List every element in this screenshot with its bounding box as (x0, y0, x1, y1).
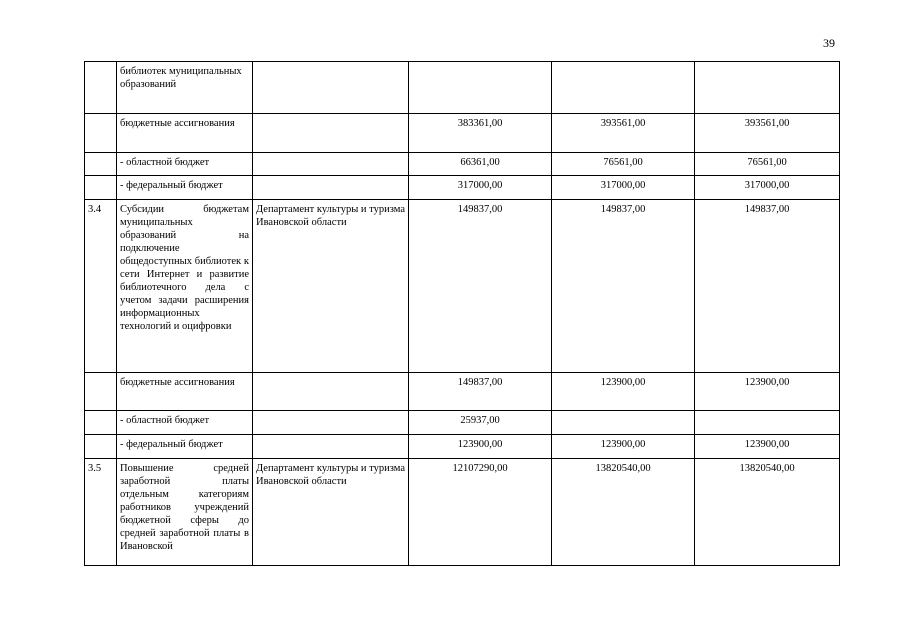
cell-value-1 (409, 62, 552, 114)
cell-value-1: 149837,00 (409, 200, 552, 373)
cell-value-2 (552, 411, 695, 435)
cell-department (253, 435, 409, 459)
budget-table (84, 61, 840, 566)
cell-number (85, 373, 117, 411)
cell-value-3: 13820540,00 (695, 459, 840, 566)
cell-value-1: 149837,00 (409, 373, 552, 411)
cell-name: библиотек муниципальных образований (117, 62, 253, 114)
cell-number (85, 153, 117, 176)
cell-value-1: 383361,00 (409, 114, 552, 153)
table-row (85, 373, 840, 411)
cell-number (85, 435, 117, 459)
cell-department (253, 153, 409, 176)
cell-value-1: 12107290,00 (409, 459, 552, 566)
cell-number: 3.4 (85, 200, 117, 373)
cell-number: 3.5 (85, 459, 117, 566)
table-row (85, 114, 840, 153)
cell-number (85, 62, 117, 114)
cell-value-2: 123900,00 (552, 435, 695, 459)
cell-value-2: 393561,00 (552, 114, 695, 153)
cell-value-1: 317000,00 (409, 176, 552, 200)
table-row (85, 176, 840, 200)
cell-value-3 (695, 411, 840, 435)
cell-value-3: 393561,00 (695, 114, 840, 153)
cell-department (253, 411, 409, 435)
cell-name: Субсидии бюджетам муниципальных образований на подключение общедоступных библиотек к сети Интернет и развитие библиотечного дела с учетом задачи расширения информационных технологий и оцифровки (117, 200, 253, 373)
table-row (85, 153, 840, 176)
cell-value-3: 317000,00 (695, 176, 840, 200)
cell-number (85, 176, 117, 200)
cell-name: - федеральный бюджет (117, 435, 253, 459)
table-row (85, 200, 840, 373)
table-row (85, 411, 840, 435)
cell-value-2: 123900,00 (552, 373, 695, 411)
cell-name: Повышение средней заработной платы отдельным категориям работников учреждений бюджетной сферы до средней заработной платы в Ивановской (117, 459, 253, 566)
cell-value-3 (695, 62, 840, 114)
cell-value-1: 123900,00 (409, 435, 552, 459)
cell-value-2: 149837,00 (552, 200, 695, 373)
cell-value-2: 317000,00 (552, 176, 695, 200)
cell-name: бюджетные ассигнования (117, 373, 253, 411)
cell-value-3: 76561,00 (695, 153, 840, 176)
table-row (85, 435, 840, 459)
cell-value-2: 76561,00 (552, 153, 695, 176)
cell-name: - областной бюджет (117, 153, 253, 176)
cell-value-1: 66361,00 (409, 153, 552, 176)
table-row (85, 62, 840, 114)
cell-value-3: 149837,00 (695, 200, 840, 373)
cell-department (253, 62, 409, 114)
cell-department: Департамент культуры и туризма Ивановской области (253, 459, 409, 566)
cell-value-1: 25937,00 (409, 411, 552, 435)
cell-value-2: 13820540,00 (552, 459, 695, 566)
cell-number (85, 114, 117, 153)
cell-department: Департамент культуры и туризма Ивановской области (253, 200, 409, 373)
cell-department (253, 176, 409, 200)
cell-name: бюджетные ассигнования (117, 114, 253, 153)
cell-name: - областной бюджет (117, 411, 253, 435)
cell-value-3: 123900,00 (695, 435, 840, 459)
cell-name: - федеральный бюджет (117, 176, 253, 200)
cell-number (85, 411, 117, 435)
cell-department (253, 114, 409, 153)
table-row (85, 459, 840, 566)
page-number: 39 (823, 36, 835, 50)
cell-department (253, 373, 409, 411)
cell-value-3: 123900,00 (695, 373, 840, 411)
cell-value-2 (552, 62, 695, 114)
